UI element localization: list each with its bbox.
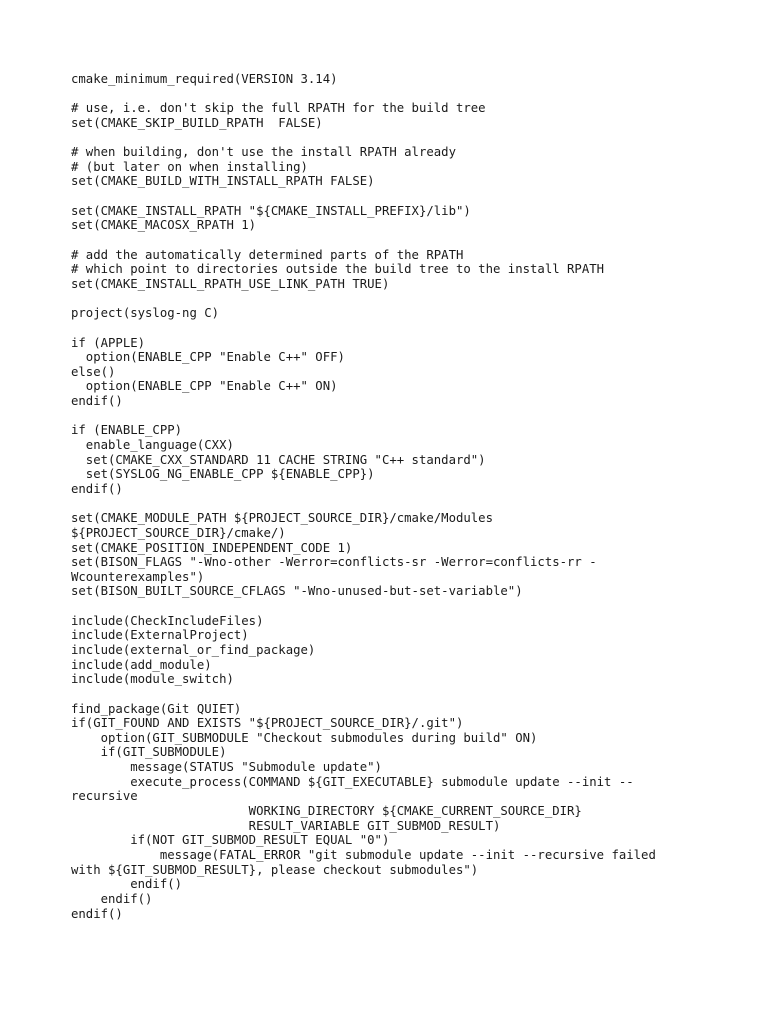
code-line: set(CMAKE_SKIP_BUILD_RPATH FALSE) <box>71 115 323 130</box>
code-line: endif() <box>71 481 123 496</box>
code-line: include(add_module) <box>71 657 212 672</box>
code-line: recursive <box>71 789 138 804</box>
code-line: execute_process(COMMAND ${GIT_EXECUTABLE} submodule update --init -- <box>71 774 634 789</box>
code-line: if(GIT_FOUND AND EXISTS "${PROJECT_SOURCE_DIR}/.git") <box>71 716 464 731</box>
code-line: set(CMAKE_INSTALL_RPATH_USE_LINK_PATH TRUE) <box>71 276 390 291</box>
code-line: if(NOT GIT_SUBMOD_RESULT EQUAL "0") <box>71 833 390 848</box>
code-line: else() <box>71 364 116 379</box>
code-line: set(CMAKE_POSITION_INDEPENDENT_CODE 1) <box>71 540 353 555</box>
code-line: # add the automatically determined parts of the RPATH <box>71 247 464 262</box>
code-line <box>71 131 691 146</box>
cmake-code-block <box>71 72 691 936</box>
code-line: set(CMAKE_MODULE_PATH ${PROJECT_SOURCE_DIR}/cmake/Modules <box>71 511 493 526</box>
code-line: # which point to directories outside the build tree to the install RPATH <box>71 262 605 277</box>
code-line: set(BISON_FLAGS "-Wno-other -Werror=conflicts-sr -Werror=conflicts-rr - <box>71 555 597 570</box>
code-line: enable_language(CXX) <box>71 438 234 453</box>
code-line: endif() <box>71 891 153 906</box>
code-line: set(BISON_BUILT_SOURCE_CFLAGS "-Wno-unused-but-set-variable") <box>71 584 523 599</box>
code-line: set(CMAKE_CXX_STANDARD 11 CACHE STRING "C++ standard") <box>71 452 486 467</box>
code-line <box>71 189 691 204</box>
code-line: # when building, don't use the install RPATH already <box>71 145 456 160</box>
code-line: Wcounterexamples") <box>71 569 205 584</box>
code-line: if (APPLE) <box>71 335 146 350</box>
code-line: set(CMAKE_INSTALL_RPATH "${CMAKE_INSTALL_PREFIX}/lib") <box>71 203 471 218</box>
code-line <box>71 687 691 702</box>
code-line <box>71 599 691 614</box>
code-line <box>71 497 691 512</box>
code-line: message(FATAL_ERROR "git submodule update --init --recursive failed <box>71 847 656 862</box>
code-line: option(ENABLE_CPP "Enable C++" ON) <box>71 379 338 394</box>
code-line: find_package(Git QUIET) <box>71 701 242 716</box>
code-line: set(CMAKE_BUILD_WITH_INSTALL_RPATH FALSE) <box>71 174 375 189</box>
code-line: set(CMAKE_MACOSX_RPATH 1) <box>71 218 257 233</box>
code-line <box>71 292 691 307</box>
code-line: include(CheckIncludeFiles) <box>71 613 264 628</box>
code-line: cmake_minimum_required(VERSION 3.14) <box>71 72 338 86</box>
code-line: message(STATUS "Submodule update") <box>71 760 382 775</box>
code-line: include(module_switch) <box>71 672 234 687</box>
code-line: with ${GIT_SUBMOD_RESULT}, please checkout submodules") <box>71 862 479 877</box>
code-line <box>71 87 691 102</box>
code-line: endif() <box>71 877 183 892</box>
code-line: endif() <box>71 906 123 921</box>
code-line: option(GIT_SUBMODULE "Checkout submodules during build" ON) <box>71 730 538 745</box>
code-line: endif() <box>71 394 123 409</box>
code-line: if (ENABLE_CPP) <box>71 423 183 438</box>
code-line <box>71 921 691 936</box>
code-line: include(external_or_find_package) <box>71 642 316 657</box>
code-line: # use, i.e. don't skip the full RPATH for the build tree <box>71 101 486 116</box>
code-line <box>71 321 691 336</box>
code-line: WORKING_DIRECTORY ${CMAKE_CURRENT_SOURCE_DIR} <box>71 804 582 819</box>
code-line <box>71 409 691 424</box>
code-line: set(SYSLOG_NG_ENABLE_CPP ${ENABLE_CPP}) <box>71 467 375 482</box>
code-line: # (but later on when installing) <box>71 159 308 174</box>
code-line <box>71 233 691 248</box>
code-line: project(syslog-ng C) <box>71 306 220 321</box>
code-line: option(ENABLE_CPP "Enable C++" OFF) <box>71 350 345 365</box>
code-line: if(GIT_SUBMODULE) <box>71 745 227 760</box>
code-line: include(ExternalProject) <box>71 628 249 643</box>
code-line: ${PROJECT_SOURCE_DIR}/cmake/) <box>71 525 286 540</box>
code-line: RESULT_VARIABLE GIT_SUBMOD_RESULT) <box>71 818 501 833</box>
